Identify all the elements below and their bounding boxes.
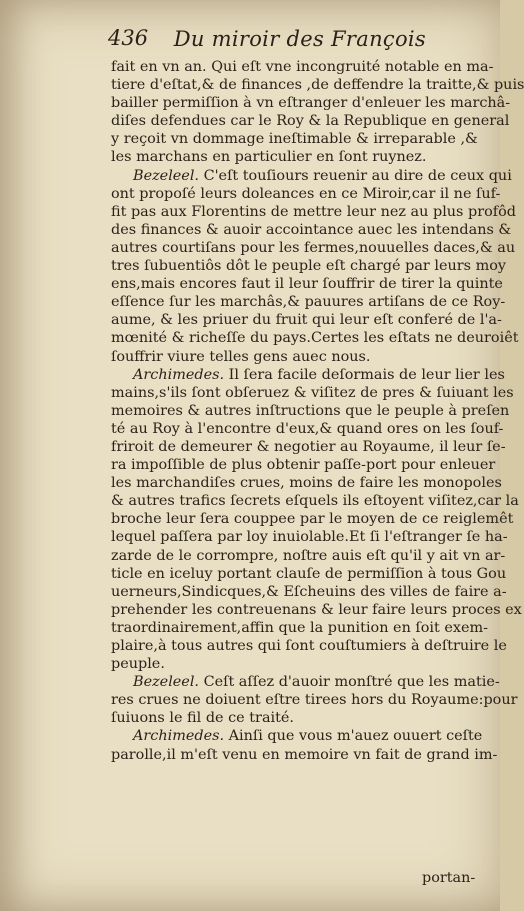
line-text: aume, & les priuer du fruit qui leur eſt conferé de l'a-: [111, 312, 502, 329]
line-text: ra impoſſible de plus obtenir paſſe-port pour enleuer: [111, 457, 496, 474]
text-line: [111, 275, 503, 293]
line-text: diſes defendues car le Roy & la Republique en general: [111, 113, 510, 130]
line-text: traordinairement,affin que la punition en ſoit exem-: [111, 619, 489, 636]
line-text: broche leur ſera couppee par le moyen de ce reiglemêt: [111, 511, 514, 528]
page-header: [108, 26, 426, 52]
text-line: [111, 329, 519, 347]
line-text: res crues ne doiuent eſtre tirees hors du Royaume:pour: [111, 692, 518, 709]
line-text: lequel paſſera par loy inuiolable.Et ſi l'eſtranger ſe ha-: [111, 529, 508, 546]
text-line: [111, 727, 483, 745]
text-line: [111, 746, 498, 764]
running-title: Du miroir des François: [173, 27, 426, 51]
text-line: [111, 203, 516, 221]
text-line: [111, 94, 511, 112]
text-line: [111, 293, 506, 311]
text-line: [111, 167, 512, 185]
text-line: [111, 239, 516, 257]
text-line: [111, 185, 501, 203]
speaker-name: Archimedes.: [133, 728, 225, 745]
text-line: [111, 510, 514, 528]
text-line: [111, 492, 519, 510]
line-text: eſſence ſur les marchâs,& pauures artiſans de ce Roy-: [111, 294, 506, 311]
text-line: [111, 709, 473, 727]
line-text: prehender les contreuenans & leur faire leurs proces ex: [111, 601, 522, 618]
text-line: [111, 474, 502, 492]
line-text: parolle,il m'eſt venu en memoire vn fait de grand im-: [111, 746, 498, 763]
text-line: [111, 311, 502, 329]
text-line: [111, 348, 473, 366]
line-text: Ceſt aſſez d'auoir monſtré que les matie-: [203, 674, 500, 691]
line-text: mains,s'ils ſont obſeruez & viſitez de pres & ſuiuant les: [111, 384, 514, 401]
speaker-name: Bezeleel.: [133, 167, 200, 184]
line-text: Ainſi que vous m'auez ouuert ceſte: [228, 728, 483, 745]
text-line: [111, 112, 510, 130]
line-text: bailler permiſſion à vn eſtranger d'enleuer les marchâ-: [111, 95, 511, 112]
text-line: [111, 221, 512, 239]
line-text: ſouffrir viure telles gens auec nous.: [111, 348, 371, 365]
line-text: ont propoſé leurs doleances en ce Miroir,car il ne ſuf-: [111, 185, 501, 202]
text-line: [111, 130, 478, 148]
line-text: ens,mais encores faut il leur ſouffrir de tirer la quinte: [111, 276, 503, 293]
line-text: té au Roy à l'encontre d'eux,& quand ores on les ſouf-: [111, 420, 504, 437]
line-text: C'eſt touſiours reuenir au dire de ceux qui: [203, 167, 512, 184]
text-line: [111, 601, 522, 619]
line-text: ſuiuons le fil de ce traité.: [111, 710, 294, 727]
line-text: fit pas aux Florentins de mettre leur nez au plus profôd: [111, 203, 516, 220]
text-line: [111, 565, 507, 583]
text-line: [111, 420, 504, 438]
page-number: 436: [108, 26, 149, 50]
speaker-name: Bezeleel.: [133, 674, 200, 691]
body-text: [111, 58, 524, 764]
text-line: [111, 528, 508, 546]
text-line: [111, 655, 473, 673]
line-text: les marchans en particulier en ſont ruynez.: [111, 149, 427, 166]
text-line: [111, 619, 489, 637]
text-line: [111, 438, 506, 456]
line-text: fait en vn an. Qui eſt vne incongruité notable en ma-: [111, 59, 494, 75]
text-line: [111, 637, 507, 655]
catchword: portan-: [422, 870, 476, 886]
line-text: zarde de le corrompre, noſtre auis eſt qu'il y ait vn ar-: [111, 547, 506, 564]
line-text: les marchandiſes crues, moins de faire les monopoles: [111, 475, 502, 492]
line-text: peuple.: [111, 656, 165, 673]
line-text: plaire,à tous autres qui ſont couſtumiers à deſtruire le: [111, 638, 507, 654]
line-text: Il ſera facile deſormais de leur lier les: [228, 366, 505, 383]
text-line: [111, 402, 510, 420]
text-line: [111, 257, 507, 275]
line-text: & autres trafics ſecrets eſquels ils eſtoyent viſitez,car la: [111, 493, 519, 510]
line-text: ticle en iceluy portant clauſe de permiſſion à tous Gou: [111, 565, 507, 582]
line-text: uerneurs,Sindicques,& Eſcheuins des villes de faire a-: [111, 583, 507, 600]
line-text: autres courtiſans pour les fermes,nouuelles daces,& au: [111, 239, 516, 256]
text-line: [111, 76, 524, 94]
line-text: memoires & autres inſtructions que le peuple à preſen: [111, 402, 510, 419]
text-line: [111, 384, 514, 402]
line-text: des finances & auoir accointance auec les intendans &: [111, 221, 512, 238]
text-line: [111, 583, 507, 601]
text-line: [111, 673, 500, 691]
line-text: y reçoit vn dommage ineſtimable & irreparable ,&: [111, 131, 478, 148]
text-line: [111, 58, 494, 76]
text-line: [111, 148, 473, 166]
line-text: tiere d'eſtat,& de finances ,de deffendre la traitte,& puis: [111, 77, 524, 94]
speaker-name: Archimedes.: [133, 366, 225, 383]
text-line: [111, 547, 506, 565]
line-text: friroit de demeurer & negotier au Royaume, il leur ſe-: [111, 438, 506, 455]
text-line: [111, 456, 496, 474]
text-line: [111, 691, 518, 709]
text-line: [111, 366, 505, 384]
line-text: mœnité & richeſſe du pays.Certes les eſtats ne deuroiêt: [111, 330, 519, 347]
line-text: tres ſubuentiôs dôt le peuple eſt chargé par leurs moy: [111, 258, 507, 275]
